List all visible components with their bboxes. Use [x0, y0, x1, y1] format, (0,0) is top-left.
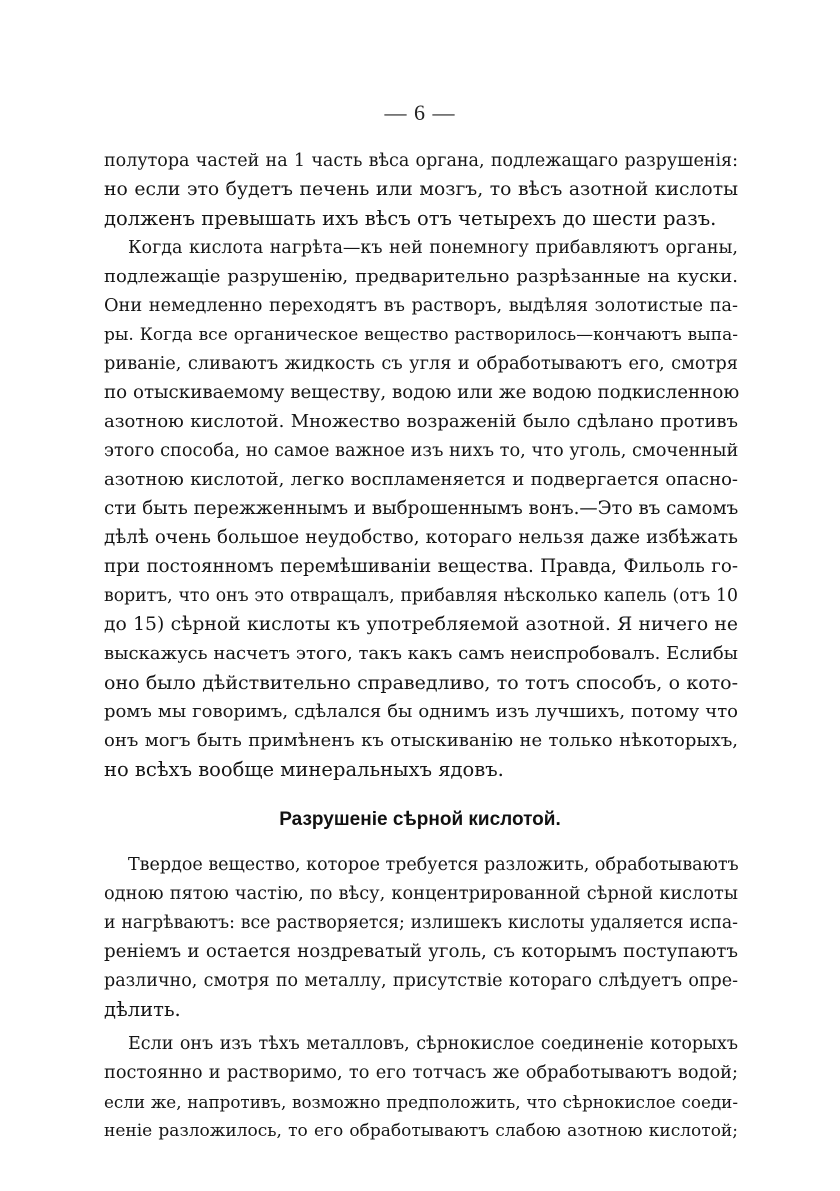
text-line: различно, смотря по металлу, присутствіе котораго слѣдуетъ опре- — [104, 971, 738, 991]
text-line: и нагрѣваютъ: все растворяется; излишекъ кислоты удаляется испа- — [104, 913, 738, 933]
text-line: до 15) сѣрной кислоты къ употребляемой азотной. Я ничего не — [104, 614, 738, 635]
text-line: ромъ мы говоримъ, сдѣлался бы однимъ изъ лучшихъ, потому что — [104, 701, 738, 722]
text-line: постоянно и растворимо, то его тотчасъ же обработываютъ водой; — [104, 1063, 738, 1083]
text-line: онъ могъ быть примѣненъ къ отыскиванію не только нѣкоторыхъ, — [104, 730, 738, 751]
text-line: полутора частей на 1 часть вѣса органа, подлежащаго разрушенія: — [104, 151, 738, 171]
text-line: Они немедленно переходятъ въ растворъ, выдѣляя золотистые па- — [104, 296, 738, 316]
text-line: дѣлить. — [104, 998, 181, 1021]
text-line: по отыскиваемому веществу, водою или же водою подкисленною — [104, 382, 740, 403]
text-line: одною пятою частію, по вѣсу, концентрированной сѣрной кислоты — [104, 884, 738, 904]
text-line: при постоянномъ перемѣшиваніи вещества. Правда, Фильоль го- — [104, 556, 738, 577]
text-line: Твердое вещество, которое требуется разложить, обработываютъ — [128, 855, 739, 875]
text-line: но всѣхъ вообще минеральныхъ ядовъ. — [104, 758, 504, 781]
text-line: подлежащіе разрушенію, предварительно разрѣзанные на куски. — [104, 266, 738, 287]
text-line: но если это будетъ печень или мозгъ, то вѣсъ азотной кислоты — [104, 179, 738, 200]
text-line: оно было дѣйствительно справедливо, то тотъ способъ, о кото- — [104, 672, 738, 694]
text-line: ры. Когда все органическое вещество растворилось—кончаютъ выпа- — [104, 325, 738, 345]
text-line: риваніе, сливаютъ жидкость съ угля и обработываютъ его, смотря — [104, 354, 738, 374]
text-line: выскажусь насчетъ этого, такъ какъ самъ неиспробовалъ. Еслибы — [104, 643, 738, 664]
page-number: — 6 — — [384, 100, 456, 125]
text-line: неніе разложилось, то его обработываютъ слабою азотною кислотой; — [104, 1121, 738, 1141]
text-line: этого способа, но самое важное изъ нихъ то, что уголь, смоченный — [104, 441, 739, 461]
text-line: сти быть пережженнымъ и выброшеннымъ вонъ.—Это въ самомъ — [104, 498, 739, 519]
text-line: долженъ превышать ихъ вѣсъ отъ четырехъ до шести разъ. — [104, 207, 717, 230]
section-heading: Разрушеніе сѣрной кислотой. — [279, 809, 561, 830]
text-line: Если онъ изъ тѣхъ металловъ, сѣрнокислое соединеніе которыхъ — [128, 1034, 738, 1054]
text-line: Когда кислота нагрѣта—къ ней понемногу прибавляютъ органы, — [128, 238, 738, 258]
text-line: дѣлѣ очень большое неудобство, котораго нельзя даже избѣжать — [104, 527, 738, 548]
text-line: воритъ, что онъ это отвращалъ, прибавляя нѣсколько капель (отъ 10 — [104, 586, 738, 606]
text-line: если же, напротивъ, возможно предположить, что сѣрнокислое соеди- — [104, 1092, 738, 1112]
text-line: азотною кислотой. Множество возраженій было сдѣлано противъ — [104, 411, 738, 432]
text-line: азотною кислотой, легко воспламеняется и подвергается опасно- — [104, 469, 738, 490]
text-line: реніемъ и остается ноздреватый уголь, съ которымъ поступаютъ — [104, 941, 738, 962]
